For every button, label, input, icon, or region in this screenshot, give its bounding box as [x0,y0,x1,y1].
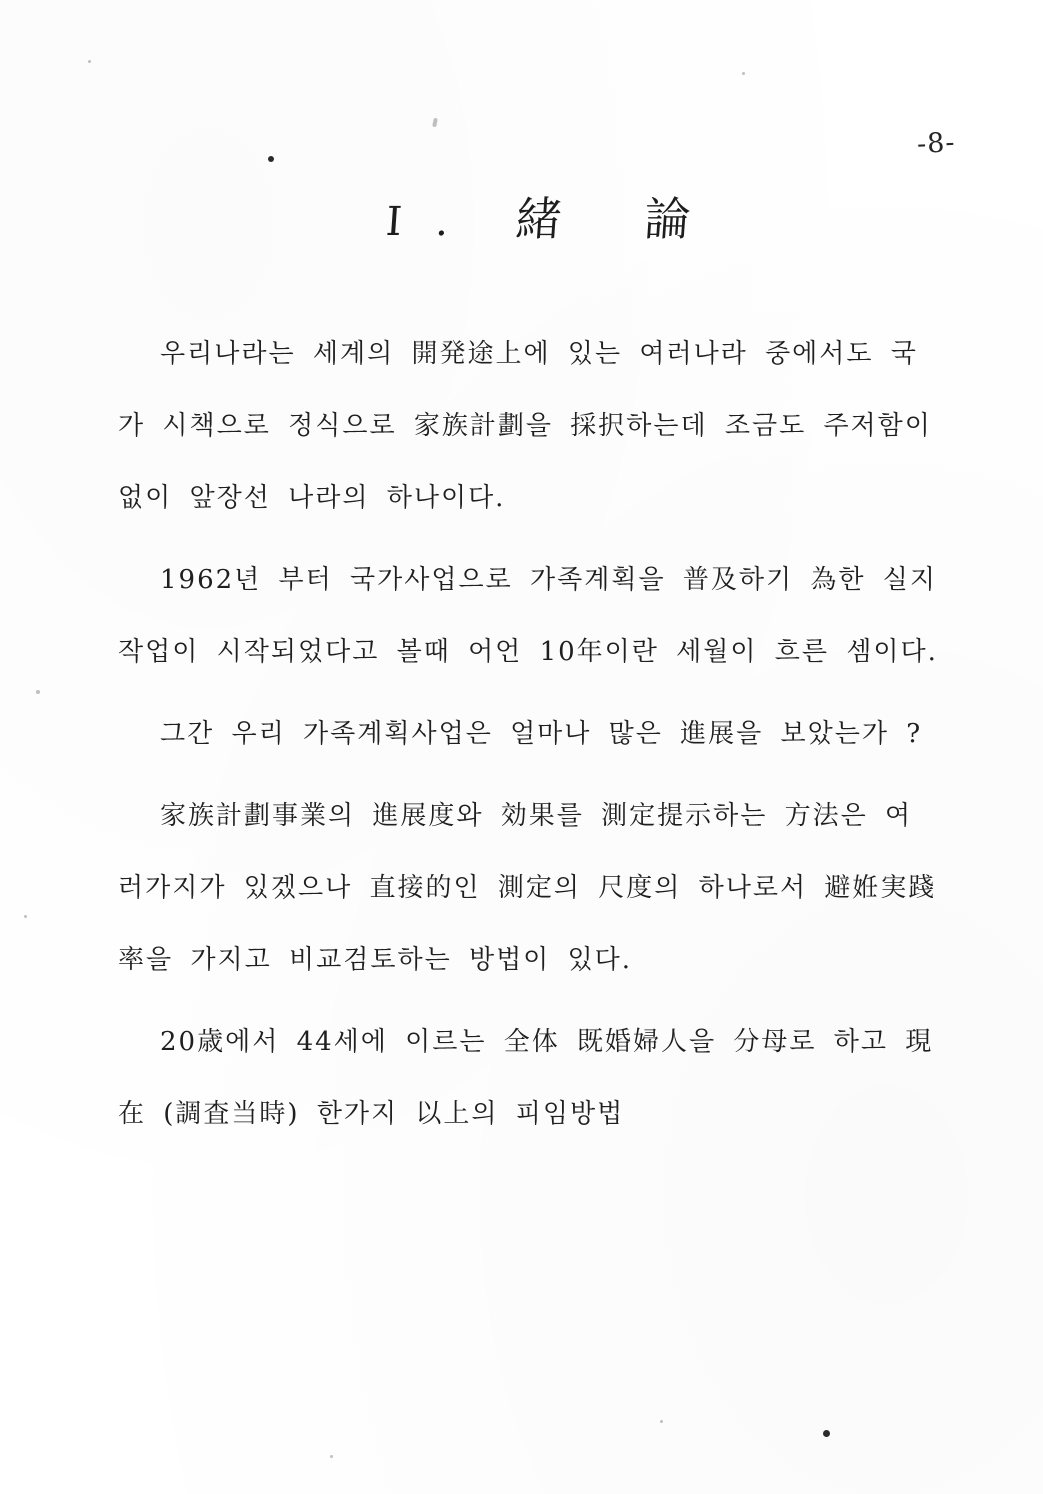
paragraph: 우리나라는 세계의 開発途上에 있는 여러나라 중에서도 국가 시책으로 정식으로 家族計劃을 採択하는데 조금도 주저함이 없이 앞장선 나라의 하나이다. [118,339,932,513]
paper-speck [330,1455,333,1458]
ink-dot-bottom [823,1430,830,1437]
paragraph: 그간 우리 가족계획사업은 얼마나 많은 進展을 보았는가 ? [160,719,923,749]
paragraph: 家族計劃事業의 進展度와 効果를 測定提示하는 方法은 여러가지가 있겠으나 直接的인 測定의 尺度의 하나로서 避姙実踐率을 가지고 비교검토하는 방법이 있다. [118,801,937,975]
paper-speck [660,1420,663,1423]
paragraph: 20歳에서 44세에 이르는 全体 既婚婦人을 分母로 하고 現在 (調査当時) 한가지 以上의 피임방법 [118,1027,934,1129]
page-number: -8- [915,127,956,160]
page-title-numeral: I. [384,199,485,245]
paper-speck [24,915,27,918]
paper-speck [88,60,91,63]
paper-speck [36,690,40,694]
page-title [0,183,1043,249]
body-text [118,318,938,1150]
page-title-heading: 緒 論 [514,192,727,246]
paper-speck [742,72,745,75]
paper-speck [432,118,438,128]
paragraph: 1962년 부터 국가사업으로 가족계획을 普及하기 為한 실지 작업이 시작되었다고 볼때 어언 10年이란 세월이 흐른 셈이다. [118,565,938,667]
ink-dot-top [268,156,274,162]
